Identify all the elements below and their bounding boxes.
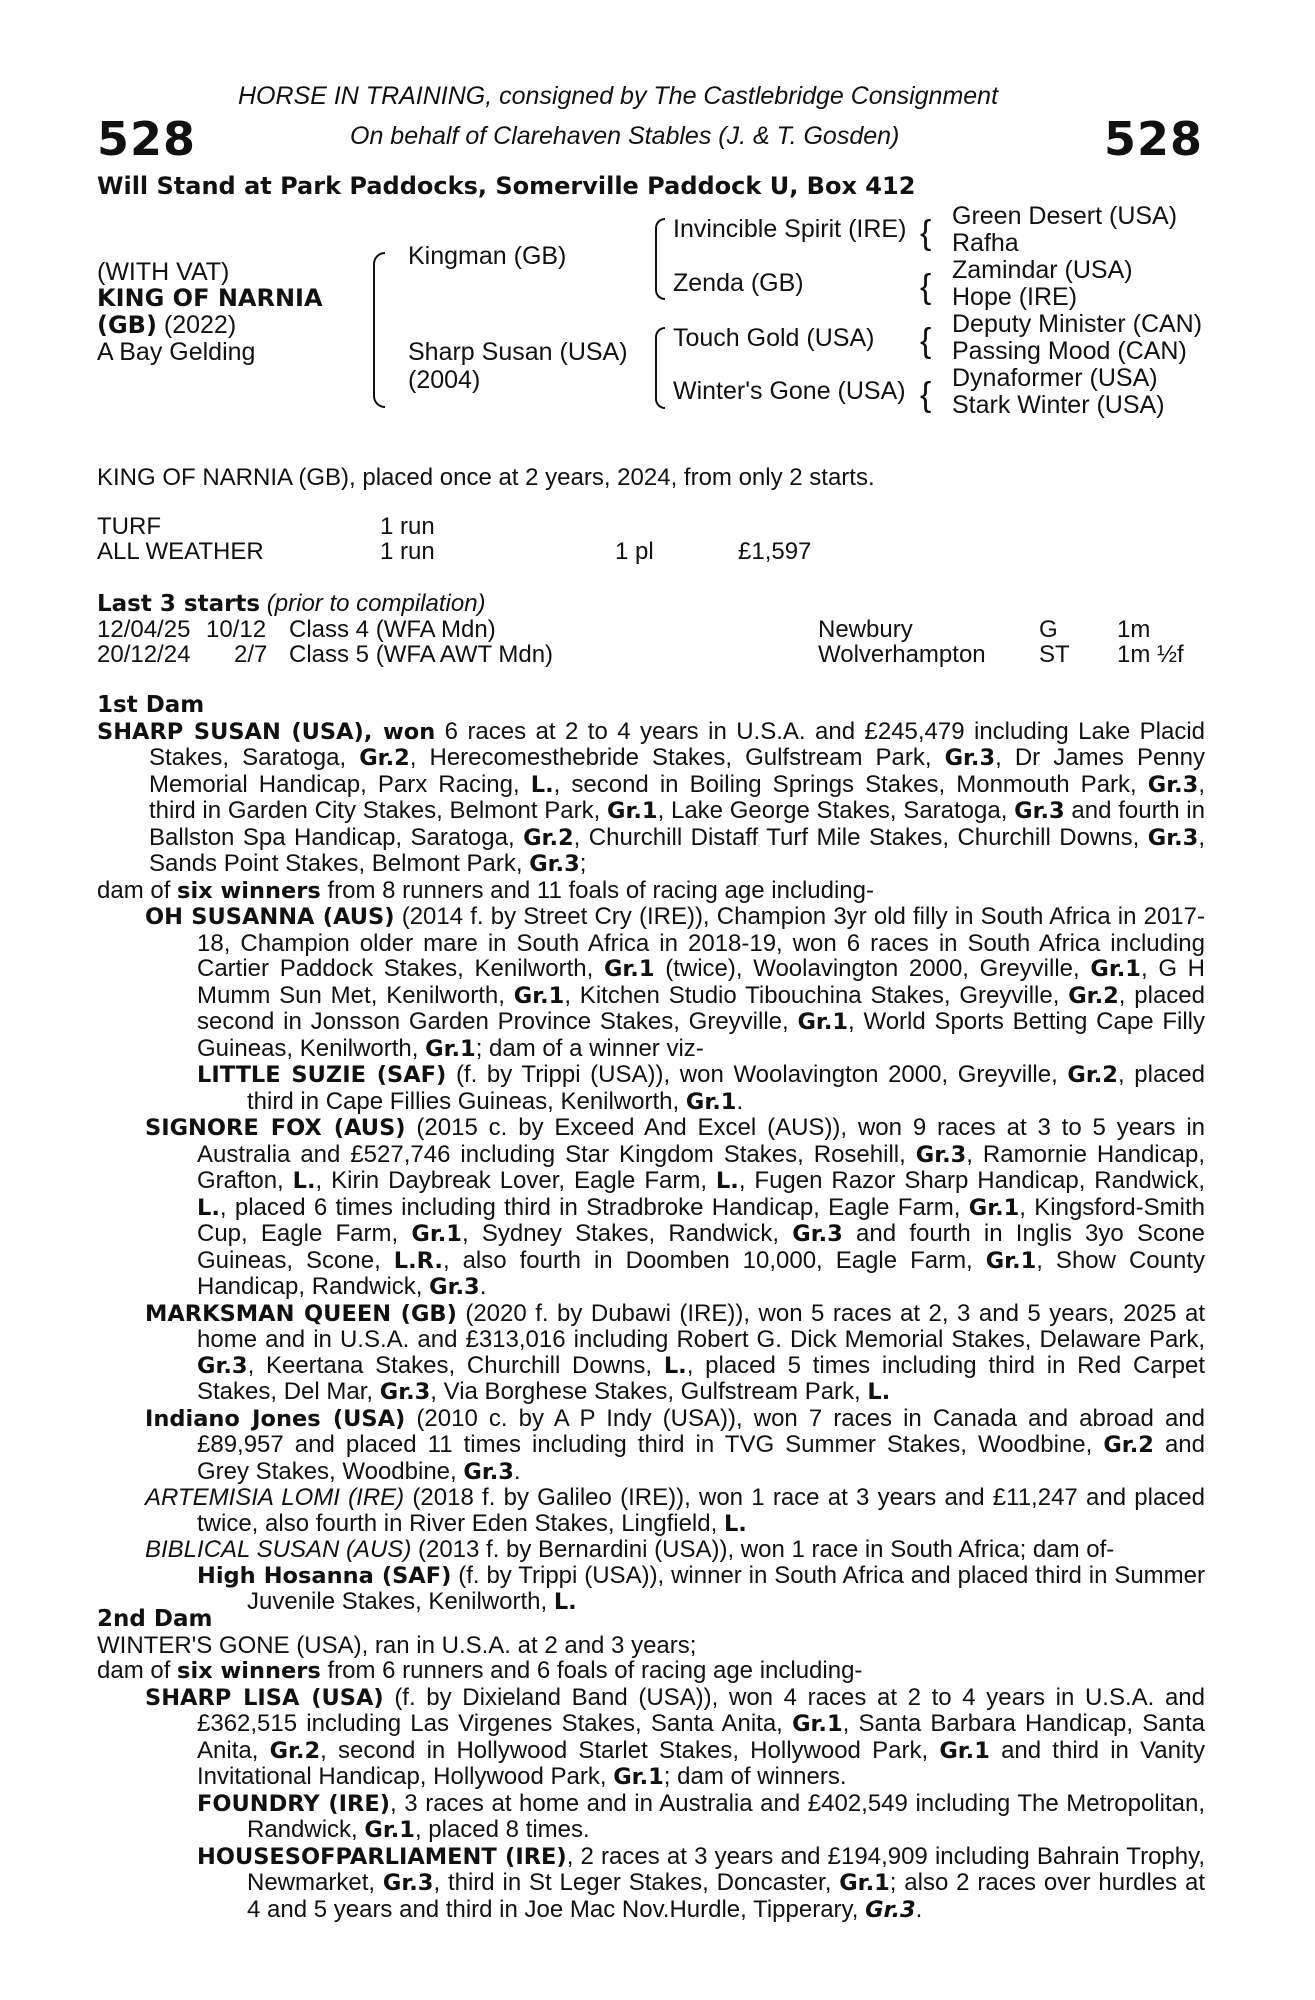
horse-origin: [97, 311, 236, 340]
second-dam-produce: dam of six winners from 6 runners and 6 foals of racing age including-: [97, 1657, 863, 1684]
stable-location: Will Stand at Park Paddocks, Somerville Paddock U, Box 412: [97, 172, 916, 200]
record-aw-surface: ALL WEATHER: [97, 538, 264, 565]
ss-sire: Green Desert (USA): [952, 202, 1178, 230]
start-1-dist: 1m: [1117, 616, 1151, 643]
ds-dam: Passing Mood (CAN): [952, 337, 1187, 365]
entry-marksman-queen: MARKSMAN QUEEN (GB) (2020 f. by Dubawi (IRE)), won 5 races at 2, 3 and 5 years, 2025 at home and in U.S.A. and £313,016 including Robert G. Dick Memorial Stakes, Delaware Park, Gr.3, Keertana Stakes, Churchill Downs, L., placed 5 times including third in Red Carpet Stakes, Del Mar, Gr.3, Via Borghese Stakes, Gulfstream Park, L.: [145, 1299, 1206, 1405]
entry-oh-susanna: OH SUSANNA (AUS) (2014 f. by Street Cry (IRE)), Champion 3yr old filly in South Africa in 2017-18, Champion older mare in South Africa in 2018-19, won 6 races in South Africa including Cartier Paddock Stakes, Kenilworth, Gr.1 (twice), Woolavington 2000, Greyville, Gr.1, G H Mumm Sun Met, Kenilworth, Gr.1, Kitchen Studio Tibouchina Stakes, Greyville, Gr.2, placed second in Jonsson Garden Province Stakes, Greyville, Gr.1, World Sports Betting Cape Filly Guineas, Kenilworth, Gr.1; dam of a winner viz-: [145, 903, 1206, 1062]
entry-signore-fox: SIGNORE FOX (AUS) (2015 c. by Exceed And Excel (AUS)), won 9 races at 3 to 5 years in Australia and £527,746 including Star Kingdom Stakes, Rosehill, Gr.3, Ramornie Handicap, Grafton, L., Kirin Daybreak Lover, Eagle Farm, L., Fugen Razor Sharp Handicap, Randwick, L., placed 6 times including third in Stradbroke Handicap, Eagle Farm, Gr.1, Kingsford-Smith Cup, Eagle Farm, Gr.1, Sydney Stakes, Randwick, Gr.3 and fourth in Inglis 3yo Scone Guineas, Scone, L.R., also fourth in Doomben 10,000, Eagle Farm, Gr.1, Show County Handicap, Randwick, Gr.3.: [145, 1114, 1206, 1300]
start-1-race: Class 4 (WFA Mdn): [289, 616, 496, 643]
horse-name: KING OF NARNIA: [97, 284, 323, 312]
dd-dam: Stark Winter (USA): [952, 391, 1165, 419]
second-dam-title: 2nd Dam: [97, 1606, 213, 1632]
entry-little-suzie: LITTLE SUZIE (SAF) (f. by Trippi (USA)), won Woolavington 2000, Greyville, Gr.2, placed third in Cape Fillies Guineas, Kenilworth, Gr.1.: [197, 1061, 1205, 1115]
entry-high-hosanna: High Hosanna (SAF) (f. by Trippi (USA)), winner in South Africa and placed third in Summer Juvenile Stakes, Kenilworth, L.: [197, 1561, 1205, 1615]
start-1-date: 12/04/25: [97, 616, 191, 643]
start-2-course: Wolverhampton: [818, 641, 986, 668]
lot-number-right: 528: [1103, 112, 1203, 166]
consignment-line: HORSE IN TRAINING, consigned by The Castlebridge Consignment: [238, 82, 999, 110]
first-dam-title: 1st Dam: [97, 692, 205, 718]
record-aw-runs: 1 run: [380, 538, 435, 565]
consignor-line: On behalf of Clarehaven Stables (J. & T. Gosden): [350, 122, 900, 150]
horse-country: (GB): [97, 311, 157, 339]
record-aw-prize: £1,597: [738, 538, 812, 565]
horse-year: (2022): [156, 311, 237, 339]
entry-foundry: FOUNDRY (IRE), 3 races at home and in Australia and £402,549 including The Metropolitan, Randwick, Gr.1, placed 8 times.: [197, 1789, 1205, 1843]
dam-dam: Winter's Gone (USA): [673, 377, 906, 405]
lot-number-left: 528: [97, 112, 197, 166]
horse-description: A Bay Gelding: [97, 338, 256, 366]
entry-biblical-susan: BIBLICAL SUSAN (AUS) (2013 f. by Bernardini (USA)), won 1 race in South Africa; dam of-: [145, 1536, 1115, 1563]
pedigree-brace-sire: [655, 218, 665, 300]
start-1-pos: 10/12: [206, 616, 267, 643]
sire-dam: Zenda (GB): [673, 269, 804, 297]
sd-sire: Zamindar (USA): [952, 256, 1133, 284]
entry-sharp-lisa: SHARP LISA (USA) (f. by Dixieland Band (USA)), won 4 races at 2 to 4 years in U.S.A. and £362,515 including Las Virgenes Stakes, Santa Anita, Gr.1, Santa Barbara Handicap, Santa Anita, Gr.2, second in Hollywood Starlet Stakes, Hollywood Park, Gr.1 and third in Vanity Invitational Handicap, Hollywood Park, Gr.1; dam of winners.: [145, 1683, 1205, 1790]
dam-sire: Touch Gold (USA): [673, 324, 875, 352]
pedigree-brace-main: [373, 252, 385, 408]
last-starts-note: (prior to compilation): [260, 590, 486, 617]
start-2-dist: 1m ½f: [1117, 641, 1184, 668]
dam-year: (2004): [408, 366, 481, 394]
last-starts-title: Last 3 starts: [97, 591, 261, 617]
second-dam-record: WINTER'S GONE (USA), ran in U.S.A. at 2 and 3 years;: [97, 1631, 697, 1659]
brace-dd: {: [920, 376, 932, 414]
entry-indiano-jones: Indiano Jones (USA) (2010 c. by A P Indy (USA)), won 7 races in Canada and abroad and £89,957 and placed 11 times including third in TVG Summer Stakes, Woodbine, Gr.2 and Grey Stakes, Woodbine, Gr.3.: [145, 1404, 1205, 1485]
ss-dam: Rafha: [952, 229, 1019, 257]
sd-dam: Hope (IRE): [952, 283, 1078, 311]
race-summary: KING OF NARNIA (GB), placed once at 2 years, 2024, from only 2 starts.: [97, 464, 875, 491]
entry-artemisia-lomi: ARTEMISIA LOMI (IRE) (2018 f. by Galileo (IRE)), won 1 race at 3 years and £11,247 and placed twice, also fourth in River Eden Stakes, Lingfield, L.: [145, 1484, 1206, 1537]
start-2-pos: 2/7: [234, 641, 268, 668]
start-2-race: Class 5 (WFA AWT Mdn): [289, 641, 554, 668]
first-dam-record: SHARP SUSAN (USA), won 6 races at 2 to 4 years in U.S.A. and £245,479 including Lake Placid Stakes, Saratoga, Gr.2, Herecomesthebride Stakes, Gulfstream Park, Gr.3, Dr James Penny Memorial Handicap, Parx Racing, L., second in Boiling Springs Stakes, Monmouth Park, Gr.3, third in Garden City Stakes, Belmont Park, Gr.1, Lake George Stakes, Saratoga, Gr.3 and fourth in Ballston Spa Handicap, Saratoga, Gr.2, Churchill Distaff Turf Mile Stakes, Churchill Downs, Gr.3, Sands Point Stakes, Belmont Park, Gr.3;: [97, 717, 1206, 877]
sire: Kingman (GB): [408, 242, 567, 270]
start-1-course: Newbury: [818, 616, 913, 643]
dd-sire: Dynaformer (USA): [952, 364, 1158, 392]
brace-sd: {: [920, 268, 932, 306]
pedigree-brace-dam: [655, 327, 665, 409]
start-2-date: 20/12/24: [97, 641, 191, 668]
entry-housesofparliament: HOUSESOFPARLIAMENT (IRE), 2 races at 3 years and £194,909 including Bahrain Trophy, Newmarket, Gr.3, third in St Leger Stakes, Doncaster, Gr.1; also 2 races over hurdles at 4 and 5 years and third in Joe Mac Nov.Hurdle, Tipperary, Gr.3.: [197, 1842, 1205, 1923]
sire-sire: Invincible Spirit (IRE): [673, 215, 907, 243]
dam-name: SHARP SUSAN (USA), won: [97, 718, 436, 745]
vat-note: (WITH VAT): [97, 258, 230, 286]
record-turf-surface: TURF: [97, 513, 161, 540]
record-aw-placed: 1 pl: [615, 538, 654, 565]
record-turf-runs: 1 run: [380, 513, 435, 540]
brace-ds: {: [920, 322, 932, 360]
brace-ss: {: [920, 214, 932, 252]
second-dam-section: [97, 1607, 1205, 1923]
first-dam-produce: dam of six winners from 8 runners and 11 foals of racing age including-: [97, 876, 874, 904]
start-2-going: ST: [1039, 641, 1070, 668]
first-dam-section: [97, 693, 1205, 1616]
last-starts-heading: [97, 591, 486, 618]
dam: Sharp Susan (USA): [408, 338, 628, 366]
ds-sire: Deputy Minister (CAN): [952, 310, 1203, 338]
start-1-going: G: [1039, 616, 1058, 643]
